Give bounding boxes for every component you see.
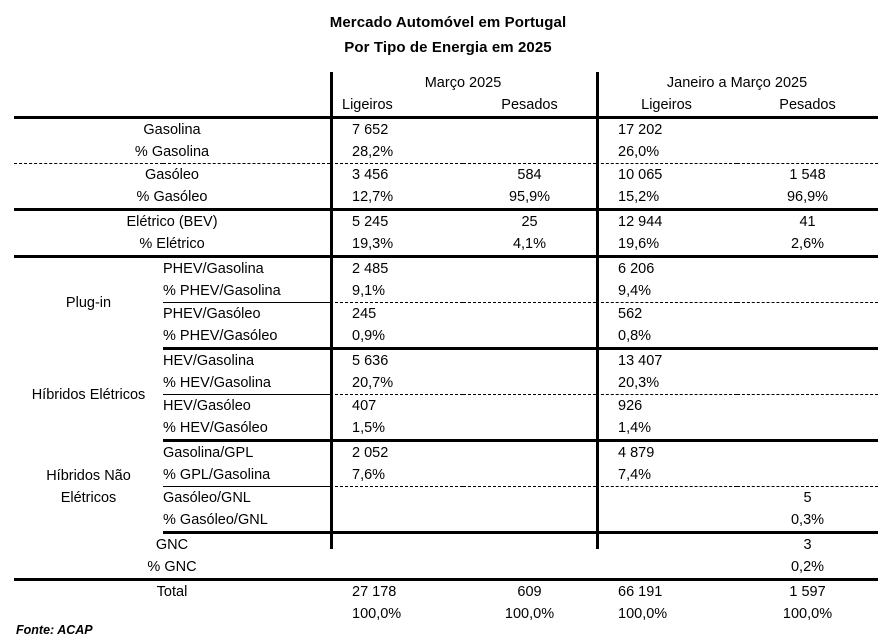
cell-pct-hev-gasolina-y-lig: 20,3% bbox=[596, 372, 737, 395]
cell-pct-phev-gasolina-m-lig: 9,1% bbox=[330, 280, 463, 303]
cell-pct-gpl-gasolina-y-pes bbox=[737, 464, 878, 487]
cell-total-m-lig: 27 178 bbox=[352, 584, 397, 600]
cell-pct-gasoleo-gnl-y-lig bbox=[596, 509, 737, 533]
cell-pct-phev-gasoleo-y-lig: 0,8% bbox=[596, 325, 737, 349]
cell-gasolina-gpl-y-lig: 4 879 bbox=[618, 445, 655, 461]
table-row bbox=[14, 210, 878, 234]
cell-gnc-y-pes: 3 bbox=[803, 537, 812, 553]
title-line-2: Por Tipo de Energia em 2025 bbox=[344, 39, 552, 56]
cell-gasolina-m-pes bbox=[463, 118, 596, 142]
row-label-gasoleo-gnl: Gasóleo/GNL bbox=[163, 490, 251, 506]
cell-total-pct-m-pes: 100,0% bbox=[504, 606, 555, 622]
header-period-ytd: Janeiro a Março 2025 bbox=[666, 75, 808, 91]
cell-pct-gasoleo-gnl-m-pes bbox=[463, 509, 596, 533]
cell-pct-gasoleo-m-lig: 12,7% bbox=[330, 186, 463, 210]
cell-hev-gasolina-m-lig: 5 636 bbox=[352, 353, 389, 369]
row-label-gnc: GNC bbox=[155, 537, 189, 553]
header-col-pesados-march: Pesados bbox=[463, 94, 596, 118]
cell-pct-gnc-y-lig bbox=[596, 556, 737, 580]
group-label-plugin: Plug-in bbox=[65, 295, 112, 312]
header-period-march: Março 2025 bbox=[424, 75, 502, 91]
cell-phev-gasolina-y-pes bbox=[737, 257, 878, 281]
cell-pct-gasoleo-m-pes: 95,9% bbox=[463, 186, 596, 210]
table-header-columns bbox=[14, 94, 878, 118]
cell-gasoleo-y-pes: 1 548 bbox=[789, 167, 826, 183]
group-label-hibridos-eletricos: Híbridos Elétricos bbox=[31, 386, 146, 403]
row-label-gasoleo: Gasóleo bbox=[144, 167, 199, 183]
cell-phev-gasoleo-m-pes bbox=[463, 303, 596, 326]
cell-pct-hev-gasolina-y-pes bbox=[737, 372, 878, 395]
cell-gnc-m-pes bbox=[463, 533, 596, 557]
cell-pct-gasoleo-gnl-m-lig bbox=[330, 509, 463, 533]
row-label-pct-gasolina: % Gasolina bbox=[14, 141, 330, 164]
cell-gasolina-m-lig: 7 652 bbox=[352, 122, 389, 138]
group-label-line-2: Elétricos bbox=[60, 489, 117, 506]
cell-gasoleo-gnl-m-lig bbox=[330, 487, 463, 510]
cell-gasolina-gpl-y-pes bbox=[737, 441, 878, 465]
cell-pct-hev-gasoleo-y-lig: 1,4% bbox=[596, 417, 737, 441]
row-label-pct-gasoleo-gnl: % Gasóleo/GNL bbox=[163, 509, 330, 533]
cell-total-y-pes: 1 597 bbox=[789, 584, 826, 600]
energy-type-table bbox=[14, 72, 878, 625]
row-label-eletrico: Elétrico (BEV) bbox=[126, 214, 218, 230]
column-divider-secondary bbox=[596, 72, 599, 549]
header-spacer-label-2 bbox=[163, 94, 330, 118]
cell-pct-phev-gasoleo-y-pes bbox=[737, 325, 878, 349]
cell-pct-phev-gasoleo-m-lig: 0,9% bbox=[330, 325, 463, 349]
data-table-container bbox=[14, 72, 878, 625]
cell-pct-hev-gasoleo-m-lig: 1,5% bbox=[330, 417, 463, 441]
row-label-gasolina-gpl: Gasolina/GPL bbox=[163, 445, 254, 461]
row-label-gasolina: Gasolina bbox=[143, 122, 201, 138]
cell-gasolina-gpl-m-lig: 2 052 bbox=[352, 445, 389, 461]
row-label-phev-gasoleo: PHEV/Gasóleo bbox=[163, 306, 261, 322]
table-row-total bbox=[14, 580, 878, 604]
table-row bbox=[14, 118, 878, 142]
cell-gasoleo-gnl-m-pes bbox=[463, 487, 596, 510]
cell-pct-gasolina-m-pes bbox=[463, 141, 596, 164]
cell-pct-hev-gasolina-m-lig: 20,7% bbox=[330, 372, 463, 395]
cell-phev-gasoleo-y-pes bbox=[737, 303, 878, 326]
cell-eletrico-y-lig: 12 944 bbox=[618, 214, 663, 230]
group-label-hibridos-nao-eletricos bbox=[14, 441, 163, 533]
cell-eletrico-y-pes: 41 bbox=[799, 214, 816, 230]
row-label-pct-phev-gasolina: % PHEV/Gasolina bbox=[163, 280, 330, 303]
cell-gasolina-y-pes bbox=[737, 118, 878, 142]
cell-gasolina-y-lig: 17 202 bbox=[618, 122, 663, 138]
cell-pct-gasolina-y-lig: 26,0% bbox=[596, 141, 737, 164]
row-label-phev-gasolina: PHEV/Gasolina bbox=[163, 261, 264, 277]
cell-total-m-pes: 609 bbox=[517, 584, 542, 600]
row-label-pct-gasoleo: % Gasóleo bbox=[14, 186, 330, 210]
cell-pct-gpl-gasolina-m-lig: 7,6% bbox=[330, 464, 463, 487]
table-row bbox=[14, 141, 878, 164]
cell-pct-gasolina-y-pes bbox=[737, 141, 878, 164]
table-row bbox=[14, 164, 878, 187]
row-label-pct-eletrico: % Elétrico bbox=[14, 233, 330, 257]
cell-pct-eletrico-y-pes: 2,6% bbox=[737, 233, 878, 257]
cell-eletrico-m-pes: 25 bbox=[521, 214, 538, 230]
cell-pct-phev-gasolina-y-pes bbox=[737, 280, 878, 303]
cell-gasoleo-gnl-y-lig bbox=[596, 487, 737, 510]
cell-pct-gnc-m-pes bbox=[463, 556, 596, 580]
table-row-total-pct bbox=[14, 603, 878, 625]
table-row bbox=[14, 533, 878, 557]
cell-hev-gasolina-y-pes bbox=[737, 349, 878, 373]
header-spacer-label bbox=[163, 72, 330, 94]
cell-phev-gasolina-y-lig: 6 206 bbox=[618, 261, 655, 277]
cell-pct-phev-gasoleo-m-pes bbox=[463, 325, 596, 349]
cell-pct-hev-gasoleo-m-pes bbox=[463, 417, 596, 441]
cell-total-pct-m-lig: 100,0% bbox=[352, 606, 402, 622]
title-line-1: Mercado Automóvel em Portugal bbox=[329, 14, 567, 31]
header-col-ligeiros-ytd: Ligeiros bbox=[596, 94, 737, 118]
cell-total-pct-y-pes: 100,0% bbox=[782, 606, 833, 622]
cell-hev-gasoleo-m-pes bbox=[463, 395, 596, 418]
row-label-pct-gnc: % GNC bbox=[14, 556, 330, 580]
cell-gasoleo-m-lig: 3 456 bbox=[352, 167, 389, 183]
table-row bbox=[14, 349, 878, 373]
cell-pct-eletrico-y-lig: 19,6% bbox=[596, 233, 737, 257]
cell-hev-gasoleo-y-pes bbox=[737, 395, 878, 418]
table-row bbox=[14, 556, 878, 580]
page-title bbox=[0, 0, 896, 60]
cell-pct-gasoleo-gnl-y-pes: 0,3% bbox=[737, 509, 878, 533]
row-label-pct-gpl-gasolina: % GPL/Gasolina bbox=[163, 464, 330, 487]
column-divider-primary bbox=[330, 72, 333, 549]
cell-hev-gasoleo-m-lig: 407 bbox=[352, 398, 377, 414]
cell-gnc-y-lig bbox=[596, 533, 737, 557]
table-row bbox=[14, 257, 878, 281]
cell-phev-gasolina-m-pes bbox=[463, 257, 596, 281]
cell-gnc-m-lig bbox=[330, 533, 463, 557]
source-note: Fonte: ACAP bbox=[16, 623, 93, 637]
cell-pct-hev-gasoleo-y-pes bbox=[737, 417, 878, 441]
cell-hev-gasolina-y-lig: 13 407 bbox=[618, 353, 663, 369]
cell-gasoleo-m-pes: 584 bbox=[517, 167, 542, 183]
cell-gasolina-gpl-m-pes bbox=[463, 441, 596, 465]
cell-pct-hev-gasolina-m-pes bbox=[463, 372, 596, 395]
cell-pct-eletrico-m-pes: 4,1% bbox=[463, 233, 596, 257]
table-row bbox=[14, 233, 878, 257]
table-row bbox=[14, 441, 878, 465]
group-label-line-1: Híbridos Não bbox=[46, 467, 131, 484]
cell-pct-gpl-gasolina-y-lig: 7,4% bbox=[596, 464, 737, 487]
header-col-pesados-ytd: Pesados bbox=[737, 94, 878, 118]
cell-eletrico-m-lig: 5 245 bbox=[352, 214, 389, 230]
cell-pct-gasoleo-y-pes: 96,9% bbox=[737, 186, 878, 210]
row-label-pct-hev-gasolina: % HEV/Gasolina bbox=[163, 372, 330, 395]
cell-gasoleo-y-lig: 10 065 bbox=[618, 167, 663, 183]
cell-total-y-lig: 66 191 bbox=[618, 584, 663, 600]
cell-gasoleo-gnl-y-pes: 5 bbox=[803, 490, 812, 506]
header-spacer-group bbox=[14, 72, 163, 94]
row-label-pct-phev-gasoleo: % PHEV/Gasóleo bbox=[163, 325, 330, 349]
cell-pct-gnc-m-lig bbox=[330, 556, 463, 580]
cell-phev-gasoleo-m-lig: 245 bbox=[352, 306, 377, 322]
cell-pct-eletrico-m-lig: 19,3% bbox=[330, 233, 463, 257]
row-label-pct-hev-gasoleo: % HEV/Gasóleo bbox=[163, 417, 330, 441]
cell-hev-gasolina-m-pes bbox=[463, 349, 596, 373]
cell-phev-gasolina-m-lig: 2 485 bbox=[352, 261, 389, 277]
row-label-hev-gasoleo: HEV/Gasóleo bbox=[163, 398, 251, 414]
cell-pct-phev-gasolina-y-lig: 9,4% bbox=[596, 280, 737, 303]
row-label-hev-gasolina: HEV/Gasolina bbox=[163, 353, 255, 369]
cell-pct-phev-gasolina-m-pes bbox=[463, 280, 596, 303]
cell-pct-gpl-gasolina-m-pes bbox=[463, 464, 596, 487]
cell-pct-gasolina-m-lig: 28,2% bbox=[330, 141, 463, 164]
cell-hev-gasoleo-y-lig: 926 bbox=[618, 398, 643, 414]
row-label-total-pct bbox=[14, 603, 330, 625]
cell-phev-gasoleo-y-lig: 562 bbox=[618, 306, 643, 322]
cell-pct-gasoleo-y-lig: 15,2% bbox=[596, 186, 737, 210]
cell-pct-gnc-y-pes: 0,2% bbox=[737, 556, 878, 580]
header-col-ligeiros-march: Ligeiros bbox=[330, 94, 463, 118]
header-spacer-group-2 bbox=[14, 94, 163, 118]
table-header-periods bbox=[14, 72, 878, 94]
cell-total-pct-y-lig: 100,0% bbox=[618, 606, 668, 622]
row-label-total: Total bbox=[156, 584, 188, 600]
table-row bbox=[14, 186, 878, 210]
